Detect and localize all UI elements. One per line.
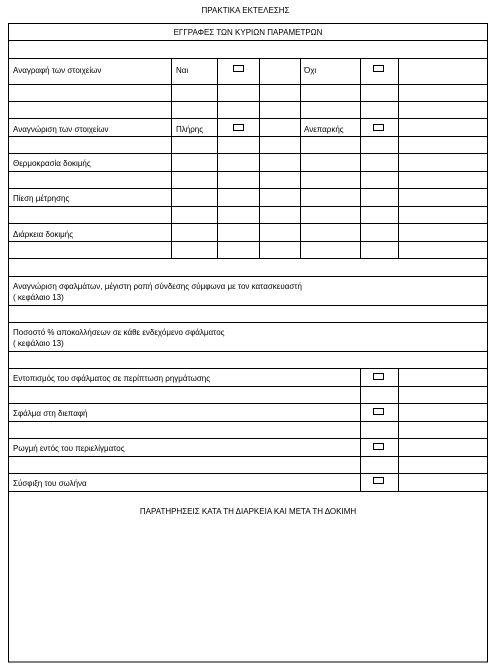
remarks-title: ΠΑΡΑΤΗΡΗΣΕΙΣ ΚΑΤΑ ΤΗ ΔΙΑΡΚΕΙΑ ΚΑΙ ΜΕΤΑ ΤΗ ΔΟΚΙΜΗ — [139, 507, 357, 516]
document-heading: ΠΡΑΚΤΙΚΑ ΕΚΤΕΛΕΣΗΣ — [201, 6, 290, 15]
pressure-label: Πίεση μέτρησης — [13, 194, 70, 203]
incomplete-checkbox-icon[interactable] — [373, 124, 384, 131]
no-label: Όχι — [304, 66, 317, 75]
crack-location-label: Εντοπισμός του σφάλματος σε περίπτωση ρηγμάτωσης — [13, 374, 211, 383]
no-checkbox-icon[interactable] — [373, 65, 384, 72]
fault-torque-line1: Αναγνώριση σφαλμάτων, μέγιστη ροπή σύνδεσης σύμφωνα με τον κατασκευαστή — [13, 282, 302, 291]
recording-label: Αναγραφή των στοιχείων — [13, 66, 102, 75]
winding-crack-checkbox-icon[interactable] — [373, 443, 384, 450]
complete-checkbox-icon[interactable] — [233, 124, 244, 131]
yes-checkbox-icon[interactable] — [233, 65, 244, 72]
detachment-line2: ( κεφάλαιο 13) — [13, 339, 64, 348]
incomplete-label: Ανεπαρκής — [304, 125, 344, 134]
crack-location-checkbox-icon[interactable] — [373, 373, 384, 380]
duration-label: Διάρκεια δοκιμής — [13, 230, 74, 239]
winding-crack-label: Ρωγμή εντός του περιελίγματος — [13, 444, 125, 453]
detachment-line1: Ποσοστό % αποκολλήσεων σε κάθε ενδεχόμενο σφάλματος — [13, 328, 225, 337]
identification-label: Αναγνώριση των στοιχείων — [13, 125, 109, 134]
interface-fault-checkbox-icon[interactable] — [373, 408, 384, 415]
pipe-tightening-label: Σύσφιξη του σωλήνα — [13, 479, 87, 488]
pipe-tightening-checkbox-icon[interactable] — [373, 477, 384, 484]
interface-fault-label: Σφάλμα στη διεπαφή — [13, 409, 88, 418]
yes-label: Ναι — [176, 66, 189, 75]
remarks-area[interactable] — [9, 520, 487, 661]
fault-torque-line2: ( κεφάλαιο 13) — [13, 293, 64, 302]
temperature-label: Θερμοκρασία δοκιμής — [13, 159, 91, 168]
section-title: ΕΓΓΡΑΦΕΣ ΤΩΝ ΚΥΡΙΩΝ ΠΑΡΑΜΕΤΡΩΝ — [173, 28, 323, 37]
complete-label: Πλήρης — [176, 125, 204, 134]
